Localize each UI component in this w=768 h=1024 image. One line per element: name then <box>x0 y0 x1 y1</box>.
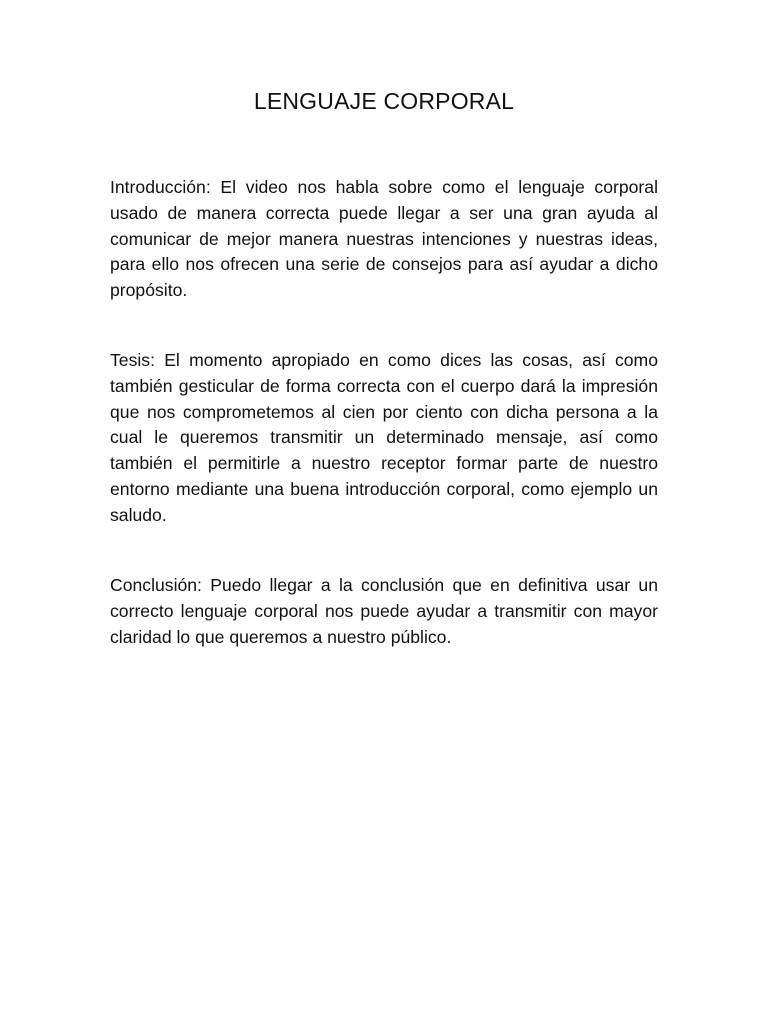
introduccion-paragraph: Introducción: El video nos habla sobre como el lenguaje corporal usado de manera correcta puede llegar a ser una gran ayuda al comunicar de mejor manera nuestras intenciones y nuestras ideas, para ello nos ofrecen una serie de consejos para así ayudar a dicho propósito. <box>110 177 658 301</box>
tesis-paragraph: Tesis: El momento apropiado en como dices las cosas, así como también gesticular de forma correcta con el cuerpo dará la impresión que nos comprometemos al cien por ciento con dicha persona a la cual le queremos transmitir un determinado mensaje, así como también el permitirle a nuestro receptor formar parte de nuestro entorno mediante una buena introducción corporal, como ejemplo un saludo. <box>110 350 658 525</box>
conclusion-paragraph: Conclusión: Puedo llegar a la conclusión que en definitiva usar un correcto lenguaje corporal nos puede ayudar a transmitir con mayor claridad lo que queremos a nuestro público. <box>110 575 658 647</box>
document-title: LENGUAJE CORPORAL <box>253 88 515 114</box>
